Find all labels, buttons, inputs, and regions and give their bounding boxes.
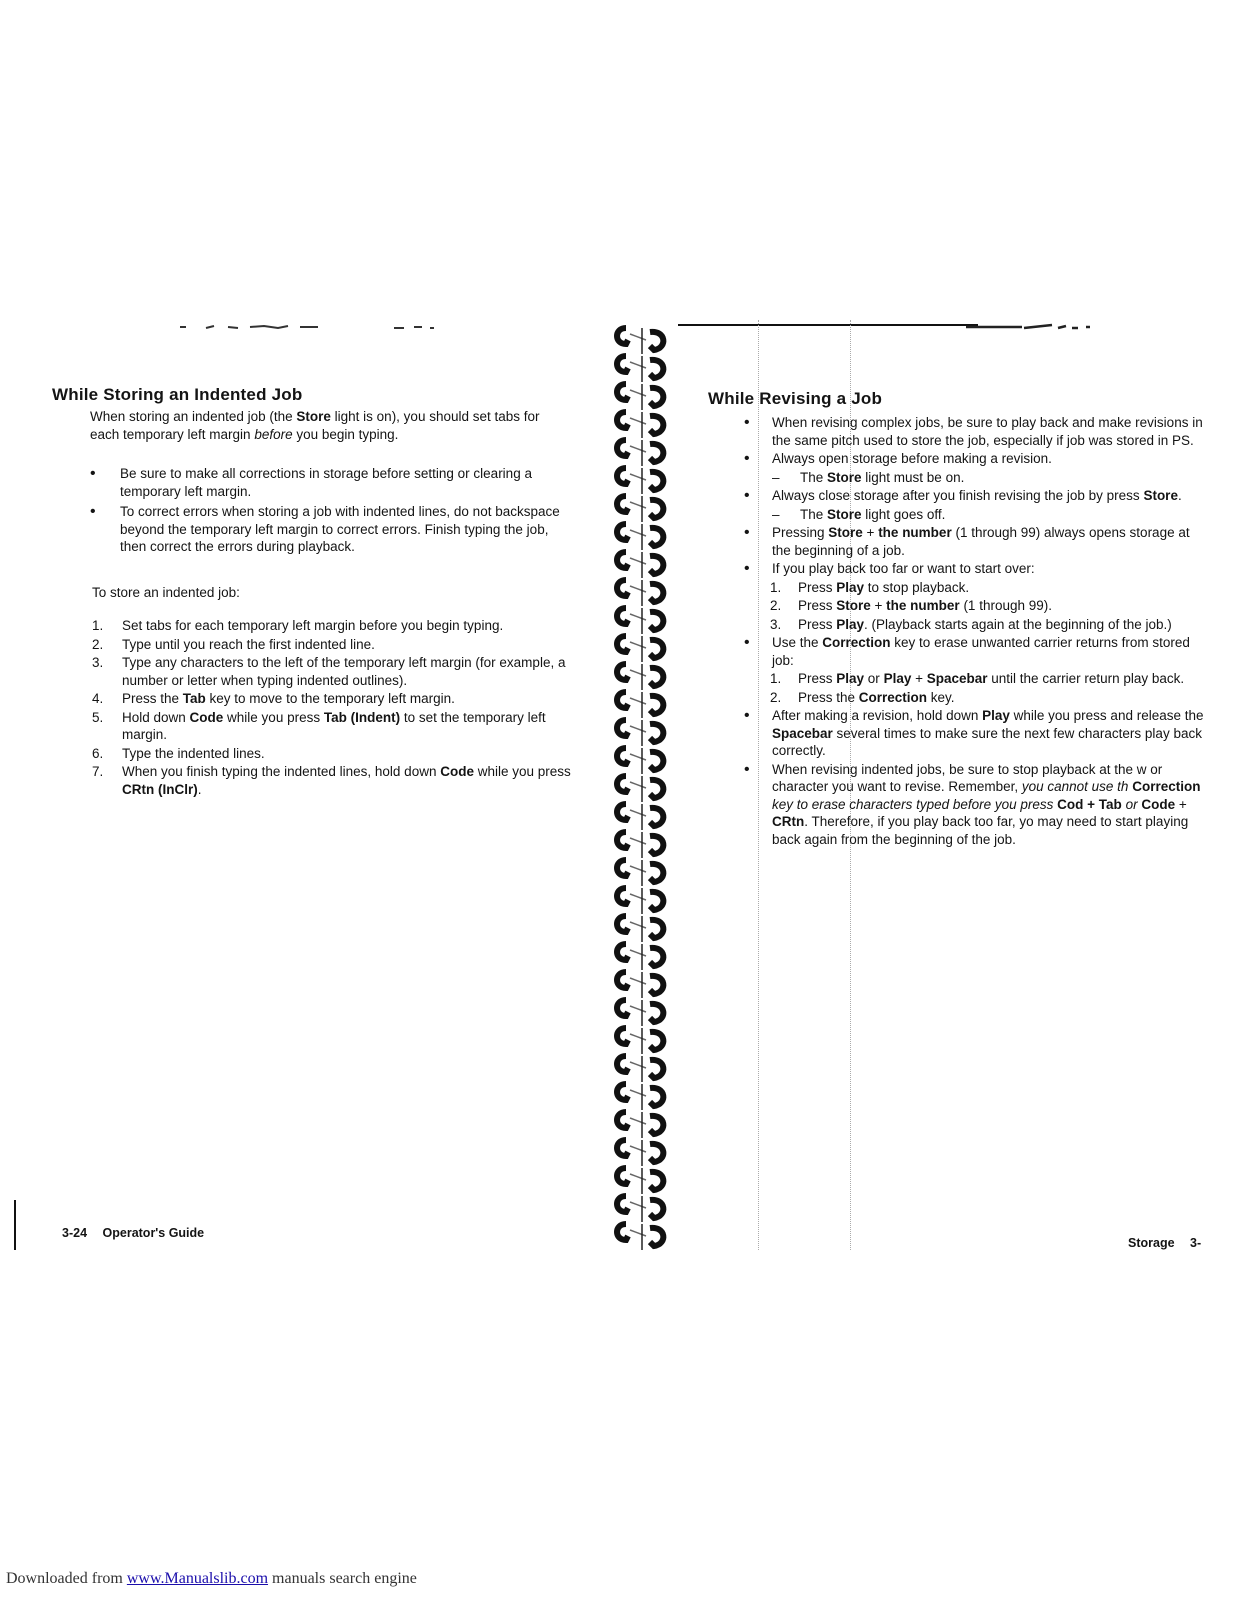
note-bullet-1: • Be sure to make all corrections in storage before setting or clearing a temporary left margin. <box>90 465 570 500</box>
intro-text-1: When storing an indented job (the <box>90 409 297 424</box>
tip-bullet <box>742 414 1212 449</box>
text-run: + <box>870 598 887 613</box>
text-run: Store <box>836 598 871 613</box>
tip-bullet <box>742 761 1212 849</box>
manualslib-link[interactable]: www.Manualslib.com <box>126 1570 269 1587</box>
text-run: Correction <box>858 689 928 705</box>
section-heading: While Revising a Job <box>708 389 883 408</box>
left-footer <box>62 1225 204 1243</box>
step-item <box>92 763 578 798</box>
spiral-coil <box>617 1056 663 1082</box>
text-run: Press <box>798 579 837 595</box>
spiral-coil <box>617 468 663 494</box>
spiral-coil <box>617 1000 663 1026</box>
right-page-number: 3- <box>1190 1236 1202 1250</box>
step-number: 3. <box>92 655 104 670</box>
text-run: + <box>1175 796 1187 812</box>
text-run: key. <box>927 689 955 705</box>
text-run: Play <box>836 671 865 686</box>
tip-step <box>770 597 1212 615</box>
text-run: light goes off. <box>861 506 946 522</box>
text-run: Play <box>982 708 1010 723</box>
text-run: Type until you reach the first indented line. <box>122 636 375 652</box>
tip-step <box>770 616 1212 634</box>
spiral-coil <box>617 944 663 970</box>
text-run: Code <box>189 709 224 725</box>
spiral-coil <box>617 692 663 718</box>
left-footer-title: Operator's Guide <box>102 1226 205 1240</box>
text-run: Store <box>1143 488 1178 503</box>
step-number: 2. <box>92 636 104 652</box>
watermark-suffix: manuals search engine <box>268 1570 417 1587</box>
step-item <box>92 709 578 744</box>
intro-text-3: you begin typing. <box>292 426 399 442</box>
step-item <box>92 690 578 708</box>
text-run: Store <box>828 525 863 540</box>
text-run: key to erase unwanted carrier returns from stored job: <box>772 635 1190 668</box>
spiral-coil <box>617 916 663 942</box>
text-run: (1 through 99). <box>959 598 1052 613</box>
step-number: 4. <box>92 691 104 706</box>
step-number: 7. <box>92 764 104 779</box>
text-run: Cod + Tab <box>1057 796 1122 812</box>
step-item <box>92 745 578 763</box>
text-run: or <box>864 671 884 686</box>
text-run: Always close storage after you finish revising the job by press <box>772 488 1144 503</box>
intro-text-2: light is on), you should set tabs for each temporary left margin <box>90 409 540 442</box>
right-footer-title: Storage <box>1128 1236 1175 1250</box>
text-run: to stop playback. <box>864 579 970 595</box>
text-run: Pressing <box>772 525 829 540</box>
text-run: . (Playback starts again at the beginning of the job.) <box>864 616 1172 632</box>
spiral-coil <box>617 776 663 802</box>
tip-step-number: 2. <box>770 598 782 613</box>
text-run: CRtn <box>772 814 805 829</box>
text-run: . <box>1177 488 1182 503</box>
spiral-binding-graphic <box>612 322 674 1256</box>
text-run: the number <box>886 598 960 613</box>
spiral-coil <box>617 1112 663 1138</box>
tip-step <box>770 689 1212 707</box>
text-run: CRtn (InClr) <box>122 781 198 797</box>
left-margin-line <box>14 1200 16 1250</box>
text-run: Press the <box>798 689 859 705</box>
text-run: Spacebar <box>772 725 833 741</box>
spiral-coil <box>617 1084 663 1110</box>
step-number: 5. <box>92 709 104 725</box>
text-run: When revising complex jobs, be sure to play back and make revisions in the same pitch used to store the job, especially if job was stored in PS. <box>772 415 1203 448</box>
spiral-coil <box>617 888 663 914</box>
spiral-coil <box>617 552 663 578</box>
left-page <box>0 0 600 1290</box>
spiral-coil <box>617 1168 663 1194</box>
steps-intro: To store an indented job: <box>92 585 240 600</box>
spiral-coil <box>617 832 663 858</box>
step-number: 6. <box>92 745 104 761</box>
text-run: Play <box>836 579 865 595</box>
text-run: the number <box>878 525 952 540</box>
text-run: Play <box>836 616 865 632</box>
tip-bullet <box>742 634 1212 669</box>
spiral-coil <box>617 356 663 382</box>
spiral-coil <box>617 860 663 886</box>
text-run: key to move to the temporary left margin. <box>205 691 455 706</box>
intro-emphasis: before <box>254 426 293 442</box>
text-run: until the carrier return play back. <box>987 671 1185 686</box>
text-run: or <box>1121 796 1142 812</box>
text-run: Press <box>798 671 837 686</box>
watermark-prefix: Downloaded from <box>6 1570 127 1587</box>
intro-store-term: Store <box>296 409 331 424</box>
spiral-coil <box>617 524 663 550</box>
text-run: Tab (Indent) <box>323 709 401 725</box>
text-run: while you press <box>223 709 324 725</box>
scan-artifact-graphic <box>178 323 478 331</box>
text-run: to set the temporary left margin. <box>122 709 546 742</box>
text-run: . Therefore, if you play back too far, yo may need to start playing back again from the beginning of the job. <box>772 814 1189 847</box>
spiral-coil <box>617 1196 663 1222</box>
text-run: Type any characters to the left of the temporary left margin (for example, a number or letter when typing indented outlines). <box>122 655 566 688</box>
text-run: (1 through 99) always opens storage at the beginning of a job. <box>772 525 1190 558</box>
spiral-coil <box>617 748 663 774</box>
text-run: Press the <box>122 691 183 706</box>
text-run: Always open storage before making a revision. <box>772 451 1052 466</box>
step-number: 1. <box>92 618 104 633</box>
text-run: Set tabs for each temporary left margin before you begin typing. <box>122 618 504 633</box>
text-run: light must be on. <box>861 469 965 485</box>
tip-bullet <box>742 524 1212 559</box>
intro-paragraph <box>90 408 570 443</box>
text-run: Use the <box>772 635 823 650</box>
section-heading: While Storing an Indented Job <box>52 385 303 404</box>
tip-subnote <box>772 469 1212 487</box>
spiral-coil <box>617 1028 663 1054</box>
step-item <box>92 654 578 689</box>
download-watermark <box>6 1570 417 1588</box>
spiral-coil <box>617 384 663 410</box>
text-run: while you press and release the <box>1009 708 1204 723</box>
spiral-coil <box>617 328 663 354</box>
text-run: The <box>800 506 828 522</box>
tip-bullet <box>742 450 1212 468</box>
text-run: When revising indented jobs, be sure to stop playback at the w or character you want to revise. Remember, <box>772 761 1163 794</box>
text-run: When you finish typing the indented lines, hold down <box>122 764 441 779</box>
spiral-coil <box>617 804 663 830</box>
tip-step <box>770 579 1212 597</box>
top-scan-marks <box>178 318 478 326</box>
tip-step-number: 2. <box>770 689 782 705</box>
text-run: + <box>911 671 927 686</box>
tip-step-number: 1. <box>770 671 782 686</box>
spiral-coil <box>617 1140 663 1166</box>
spiral-coil <box>617 440 663 466</box>
text-run: Type the indented lines. <box>122 745 265 761</box>
text-run: If you play back too far or want to start over: <box>772 561 1035 576</box>
step-item <box>92 617 578 635</box>
text-run: Store <box>827 469 862 485</box>
tip-step-number: 1. <box>770 579 782 595</box>
text-run: + <box>862 525 879 540</box>
revision-tips-list <box>742 414 1212 849</box>
tip-bullet <box>742 560 1212 578</box>
text-run: The <box>800 469 828 485</box>
note-bullet-2: • To correct errors when storing a job with indented lines, do not backspace beyond the temporary left margin to correct errors. Finish typing the job, then correct the errors during playback. <box>90 503 570 556</box>
text-run: Play <box>883 671 912 686</box>
steps-list <box>92 617 578 799</box>
text-run: Hold down <box>122 709 190 725</box>
text-run: Spacebar <box>926 671 988 686</box>
spiral-coil <box>617 496 663 522</box>
tip-subnote <box>772 506 1212 524</box>
right-footer <box>1128 1235 1201 1253</box>
note-bullet-list <box>90 465 570 556</box>
text-run: Code <box>1141 796 1176 812</box>
spiral-coil <box>617 664 663 690</box>
top-right-scan-marks <box>962 322 1102 332</box>
tip-step <box>770 670 1212 688</box>
spiral-coil <box>617 1224 663 1250</box>
text-run: Press <box>798 616 837 632</box>
text-run: After making a revision, hold down <box>772 708 983 723</box>
text-run: Tab <box>182 691 206 706</box>
tip-bullet <box>742 707 1212 760</box>
tip-bullet <box>742 487 1212 505</box>
text-run: Press <box>798 598 837 613</box>
text-run: several times to make sure the next few characters play back correctly. <box>772 725 1202 758</box>
text-run: Code <box>440 764 474 779</box>
spiral-coil <box>617 412 663 438</box>
text-run: Correction <box>1132 779 1201 794</box>
text-run: . <box>197 781 202 797</box>
spiral-coil <box>617 636 663 662</box>
spiral-coil <box>617 608 663 634</box>
spiral-coil <box>617 972 663 998</box>
text-run: while you press <box>473 764 571 779</box>
step-item <box>92 636 578 654</box>
spiral-coil <box>617 720 663 746</box>
text-run: Correction <box>822 635 891 650</box>
text-run: you cannot use th <box>1021 779 1129 794</box>
right-page <box>700 0 1237 1290</box>
text-run: Store <box>827 506 862 522</box>
spiral-coil <box>617 580 663 606</box>
top-rule <box>678 324 978 326</box>
text-run: key to erase characters typed before you press <box>772 796 1054 812</box>
left-page-number: 3-24 <box>62 1226 88 1240</box>
tip-step-number: 3. <box>770 616 782 632</box>
